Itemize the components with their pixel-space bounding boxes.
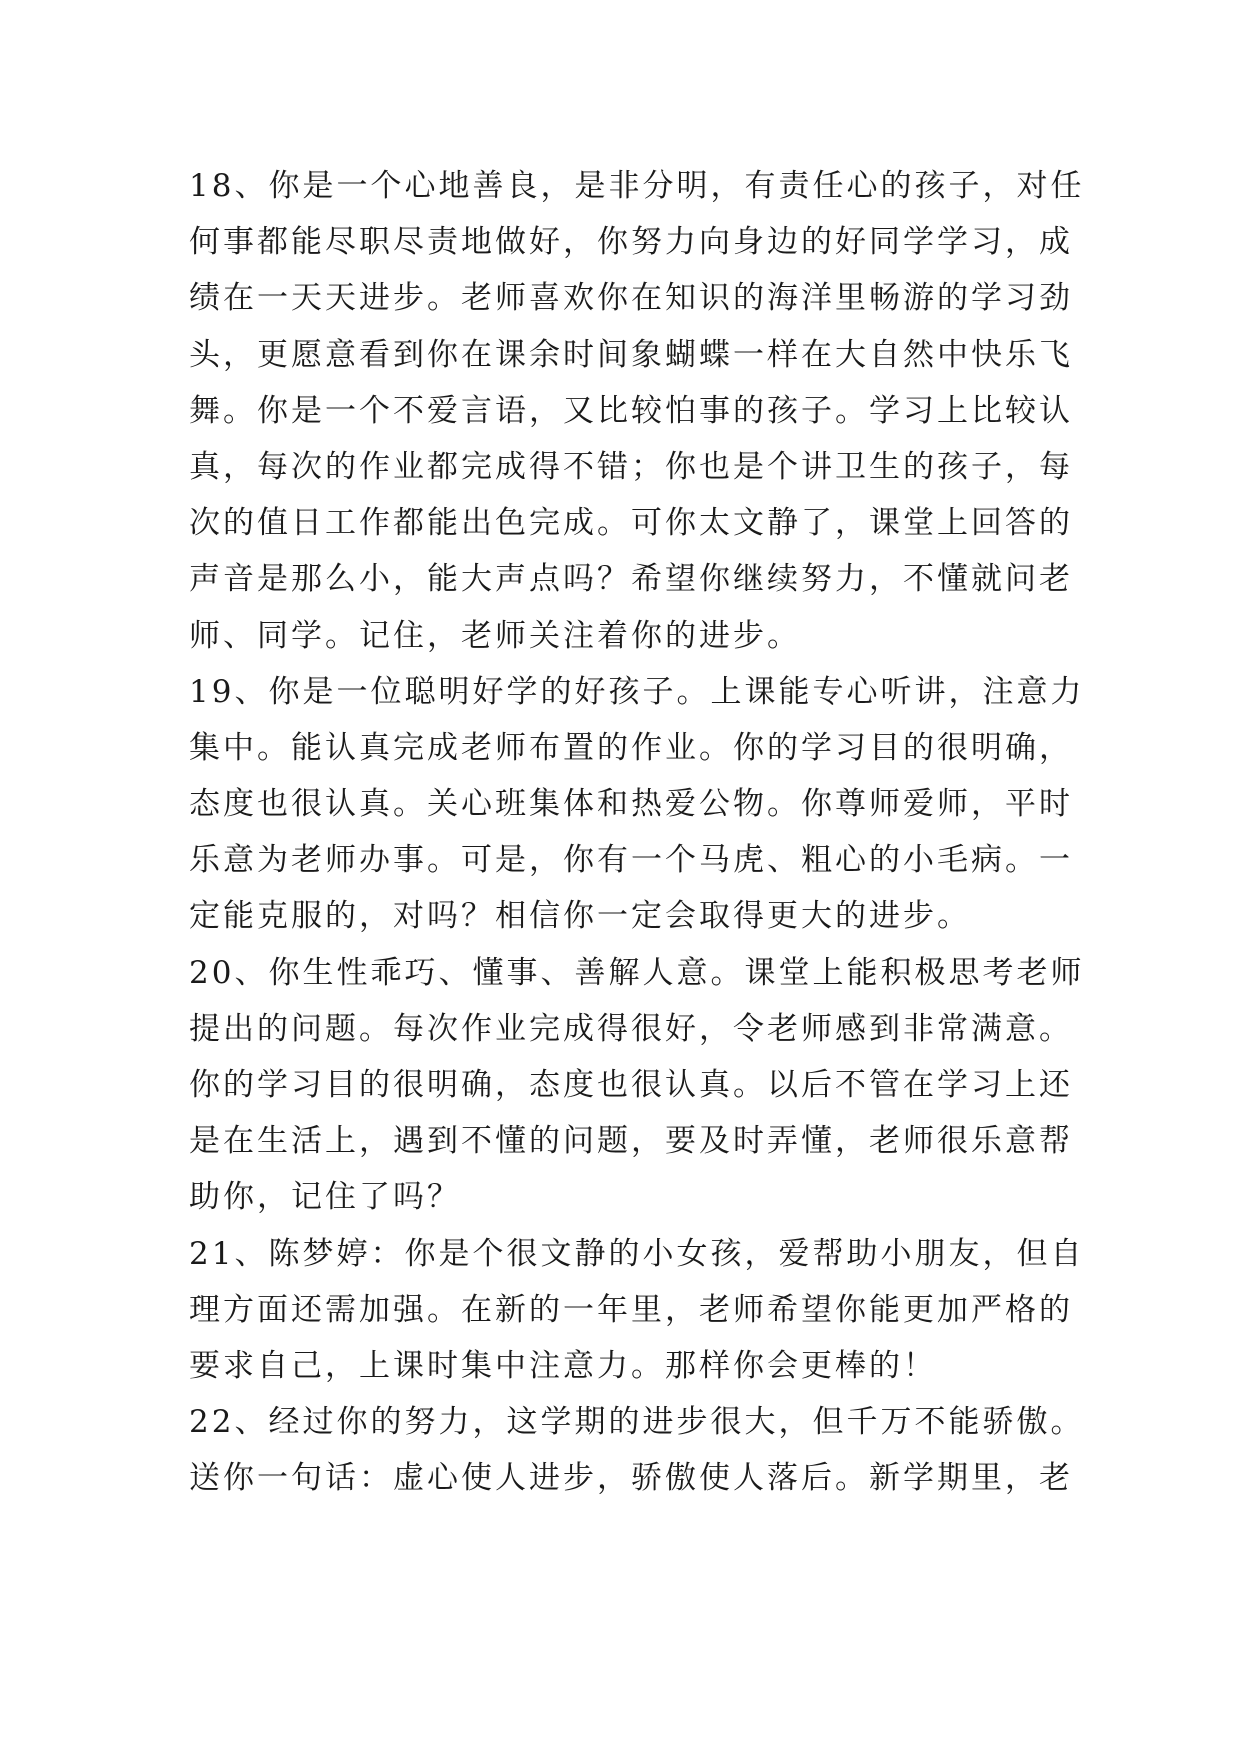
- text-line: 真，每次的作业都完成得不错；你也是个讲卫生的孩子，每: [189, 448, 1073, 485]
- text-line: 21、陈梦婷：你是个很文静的小女孩，爱帮助小朋友，但自: [189, 1235, 1085, 1272]
- text-line: 定能克服的，对吗？相信你一定会取得更大的进步。: [189, 898, 971, 935]
- document-body: [189, 158, 1085, 1507]
- text-line: 你的学习目的很明确，态度也很认真。以后不管在学习上还: [189, 1067, 1073, 1103]
- text-line: 绩在一天天进步。老师喜欢你在知识的海洋里畅游的学习劲: [189, 280, 1073, 317]
- text-line: 头，更愿意看到你在课余时间象蝴蝶一样在大自然中快乐飞: [189, 336, 1073, 373]
- text-line: 乐意为老师办事。可是，你有一个马虎、粗心的小毛病。一: [189, 842, 1073, 879]
- text-line: 助你，记住了吗？: [189, 1179, 461, 1216]
- text-line: 态度也很认真。关心班集体和热爱公物。你尊师爱师，平时: [189, 786, 1073, 823]
- text-line: 次的值日工作都能出色完成。可你太文静了，课堂上回答的: [189, 505, 1073, 542]
- text-line: 提出的问题。每次作业完成得很好，令老师感到非常满意。: [189, 1010, 1073, 1047]
- text-line: 理方面还需加强。在新的一年里，老师希望你能更加严格的: [189, 1291, 1073, 1328]
- text-line: 师、同学。记住，老师关注着你的进步。: [189, 617, 801, 654]
- text-line: 20、你生性乖巧、懂事、善解人意。课堂上能积极思考老师: [189, 954, 1085, 991]
- text-line: 18、你是一个心地善良，是非分明，有责任心的孩子，对任: [189, 168, 1085, 204]
- text-line: 集中。能认真完成老师布置的作业。你的学习目的很明确，: [189, 729, 1073, 766]
- text-line: 舞。你是一个不爱言语，又比较怕事的孩子。学习上比较认: [189, 392, 1073, 429]
- text-line: 何事都能尽职尽责地做好，你努力向身边的好同学学习，成: [189, 224, 1073, 261]
- text-line: 是在生活上，遇到不懂的问题，要及时弄懂，老师很乐意帮: [189, 1123, 1073, 1160]
- text-line: 送你一句话：虚心使人进步，骄傲使人落后。新学期里，老: [189, 1460, 1073, 1497]
- text-line: 声音是那么小，能大声点吗？希望你继续努力，不懂就问老: [189, 561, 1073, 598]
- text-line: 19、你是一位聪明好学的好孩子。上课能专心听讲，注意力: [189, 673, 1085, 710]
- text-line: 22、经过你的努力，这学期的进步很大，但千万不能骄傲。: [189, 1404, 1085, 1441]
- text-line: 要求自己，上课时集中注意力。那样你会更棒的！: [189, 1347, 937, 1384]
